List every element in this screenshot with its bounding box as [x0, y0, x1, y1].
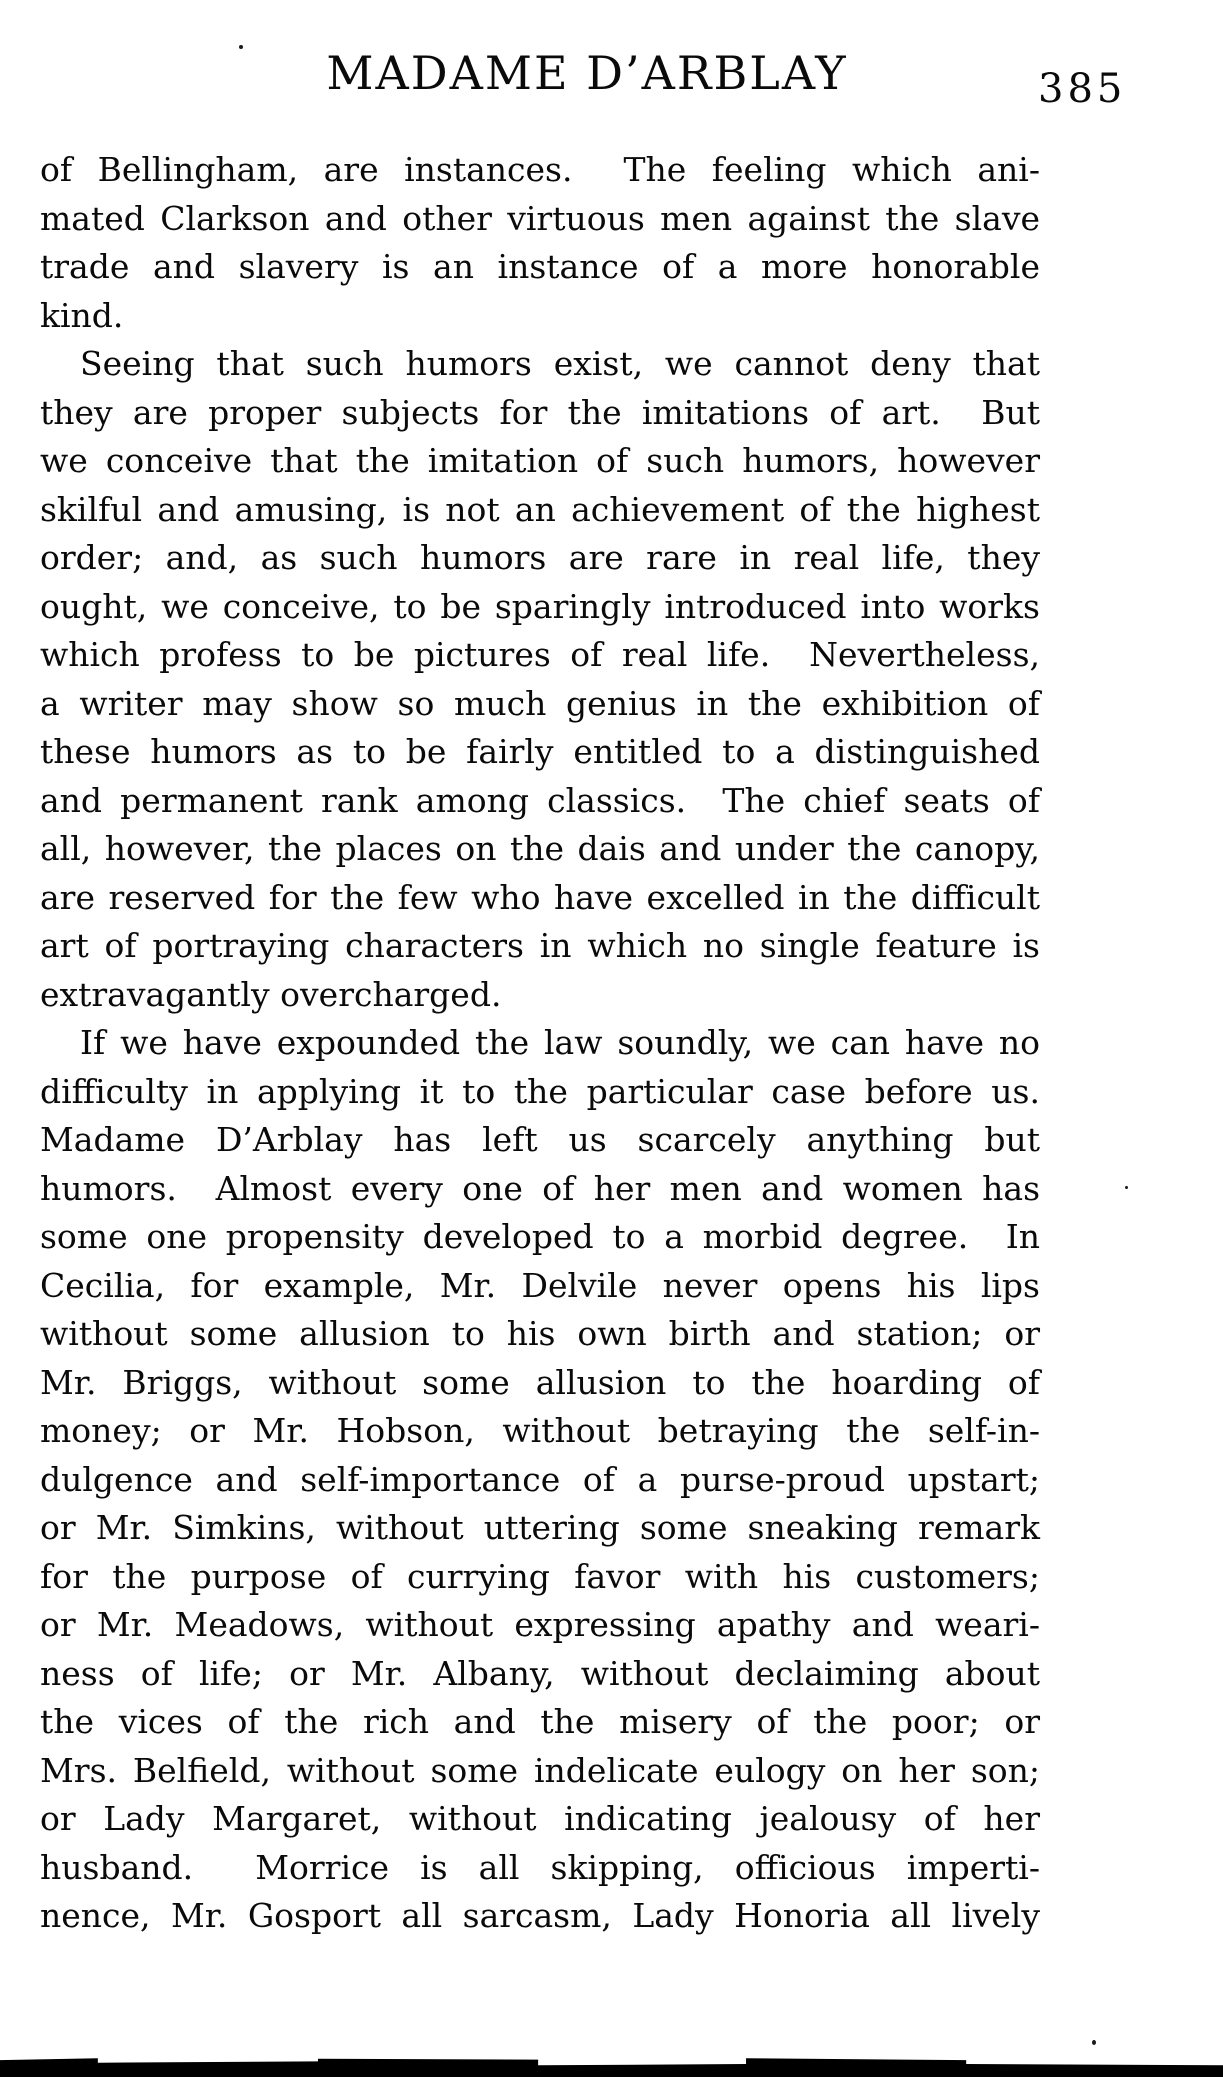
running-title: MADAME D’ARBLAY: [326, 46, 848, 100]
text-line: trade and slavery is an instance of a more honorable: [40, 247, 1040, 286]
page-number: 385: [1038, 66, 1127, 112]
text-line: some one propensity developed to a morbid degree. In: [40, 1217, 1040, 1256]
text-line: kind.: [40, 295, 124, 335]
page-body-text: [40, 146, 1040, 1941]
text-line: money; or Mr. Hobson, without betraying the self-in-: [40, 1411, 1040, 1450]
text-line: they are proper subjects for the imitations of art. But: [40, 392, 1040, 432]
text-line: the vices of the rich and the misery of the poor; or: [40, 1702, 1040, 1741]
scan-edge-artifact-bar: [0, 2051, 1223, 2077]
scan-speck: [1092, 2040, 1096, 2045]
scan-speck: [1125, 1186, 1128, 1189]
text-line: for the purpose of currying favor with his customers;: [40, 1556, 1040, 1596]
scan-speck: [239, 45, 243, 49]
text-line: Mr. Briggs, without some allusion to the hoarding of: [40, 1362, 1040, 1402]
text-line: ness of life; or Mr. Albany, without declaiming about: [40, 1653, 1040, 1693]
text-line: Seeing that such humors exist, we cannot deny that: [80, 344, 1040, 383]
text-line: If we have expounded the law soundly, we can have no: [80, 1023, 1040, 1062]
text-line: a writer may show so much genius in the exhibition of: [40, 683, 1040, 723]
text-line: Madame D’Arblay has left us scarcely anything but: [40, 1120, 1040, 1159]
text-line: are reserved for the few who have excelled in the difficult: [40, 877, 1040, 917]
text-line: of Bellingham, are instances. The feeling which ani-: [40, 150, 1040, 189]
text-line: we conceive that the imitation of such humors, however: [40, 441, 1040, 480]
text-line: difficulty in applying it to the particular case before us.: [40, 1071, 1040, 1111]
text-line: husband. Morrice is all skipping, officious imperti-: [40, 1847, 1040, 1887]
text-line: or Lady Margaret, without indicating jealousy of her: [40, 1799, 1040, 1838]
text-line: order; and, as such humors are rare in real life, they: [40, 538, 1040, 577]
text-line: mated Clarkson and other virtuous men against the slave: [40, 198, 1040, 238]
text-line: and permanent rank among classics. The chief seats of: [40, 780, 1040, 820]
text-line: these humors as to be fairly entitled to a distinguished: [40, 732, 1040, 771]
text-line: art of portraying characters in which no single feature is: [40, 926, 1040, 965]
text-line: or Mr. Meadows, without expressing apathy and weari-: [40, 1605, 1040, 1644]
page-header: [42, 46, 1042, 116]
text-line: which profess to be pictures of real life. Nevertheless,: [40, 635, 1040, 674]
text-line: ought, we conceive, to be sparingly introduced into works: [40, 586, 1040, 626]
text-line: without some allusion to his own birth and station; or: [40, 1314, 1040, 1353]
text-line: dulgence and self-importance of a purse-proud upstart;: [40, 1459, 1040, 1499]
text-line: humors. Almost every one of her men and women has: [40, 1168, 1040, 1208]
text-line: Mrs. Belfield, without some indelicate eulogy on her son;: [40, 1750, 1040, 1790]
text-line: skilful and amusing, is not an achievement of the highest: [40, 489, 1040, 529]
text-line: extravagantly overcharged.: [40, 974, 502, 1014]
text-line: nence, Mr. Gosport all sarcasm, Lady Honoria all lively: [40, 1896, 1040, 1935]
text-line: Cecilia, for example, Mr. Delvile never opens his lips: [40, 1265, 1040, 1305]
text-line: or Mr. Simkins, without uttering some sneaking remark: [40, 1508, 1040, 1547]
text-line: all, however, the places on the dais and under the canopy,: [40, 829, 1040, 868]
